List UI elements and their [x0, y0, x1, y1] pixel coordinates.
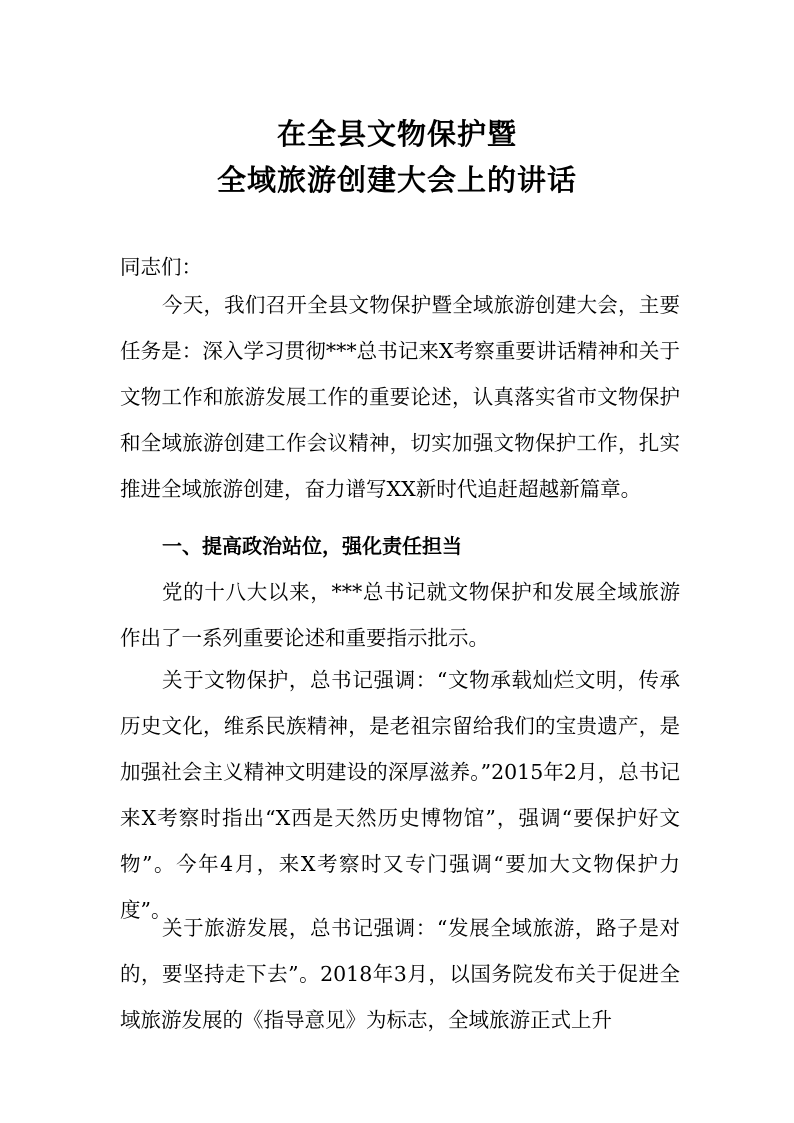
paragraph-intro: 今天，我们召开全县文物保护暨全域旅游创建大会，主要任务是：深入学习贯彻***总书记来X考察重要讲话精神和关于文物工作和旅游发展工作的重要论述，认真落实省市文物保护和全域旅游创建工作会议精神，切实加强文物保护工作，扎实推进全域旅游创建，奋力谱写XX新时代追赶超越新篇章。 — [120, 293, 680, 501]
paragraph-tourism: 关于旅游发展，总书记强调：“发展全域旅游，路子是对的，要坚持走下去”。2018年3月，以国务院发布关于促进全域旅游发展的《指导意见》为标志，全域旅游正式上升 — [120, 916, 680, 1032]
document-title-line-2: 全域旅游创建大会上的讲话 — [216, 163, 577, 197]
section-heading-1: 一、提高政治站位，强化责任担当 — [162, 534, 462, 558]
document-title-line-1: 在全县文物保护暨 — [276, 117, 517, 151]
greeting: 同志们： — [120, 255, 202, 279]
paragraph-cultural-relics: 关于文物保护，总书记强调：“文物承载灿烂文明，传承历史文化，维系民族精神，是老祖宗留给我们的宝贵遗产，是加强社会主义精神文明建设的深厚滋养。”2015年2月，总书记来X考察时指出“X西是天然历史博物馆”，强调“要保护好文物”。今年4月，来X考察时又专门强调“要加大文物保护力度”。 — [120, 668, 680, 922]
paragraph-overview: 党的十八大以来，***总书记就文物保护和发展全域旅游作出了一系列重要论述和重要指示批示。 — [120, 580, 680, 650]
